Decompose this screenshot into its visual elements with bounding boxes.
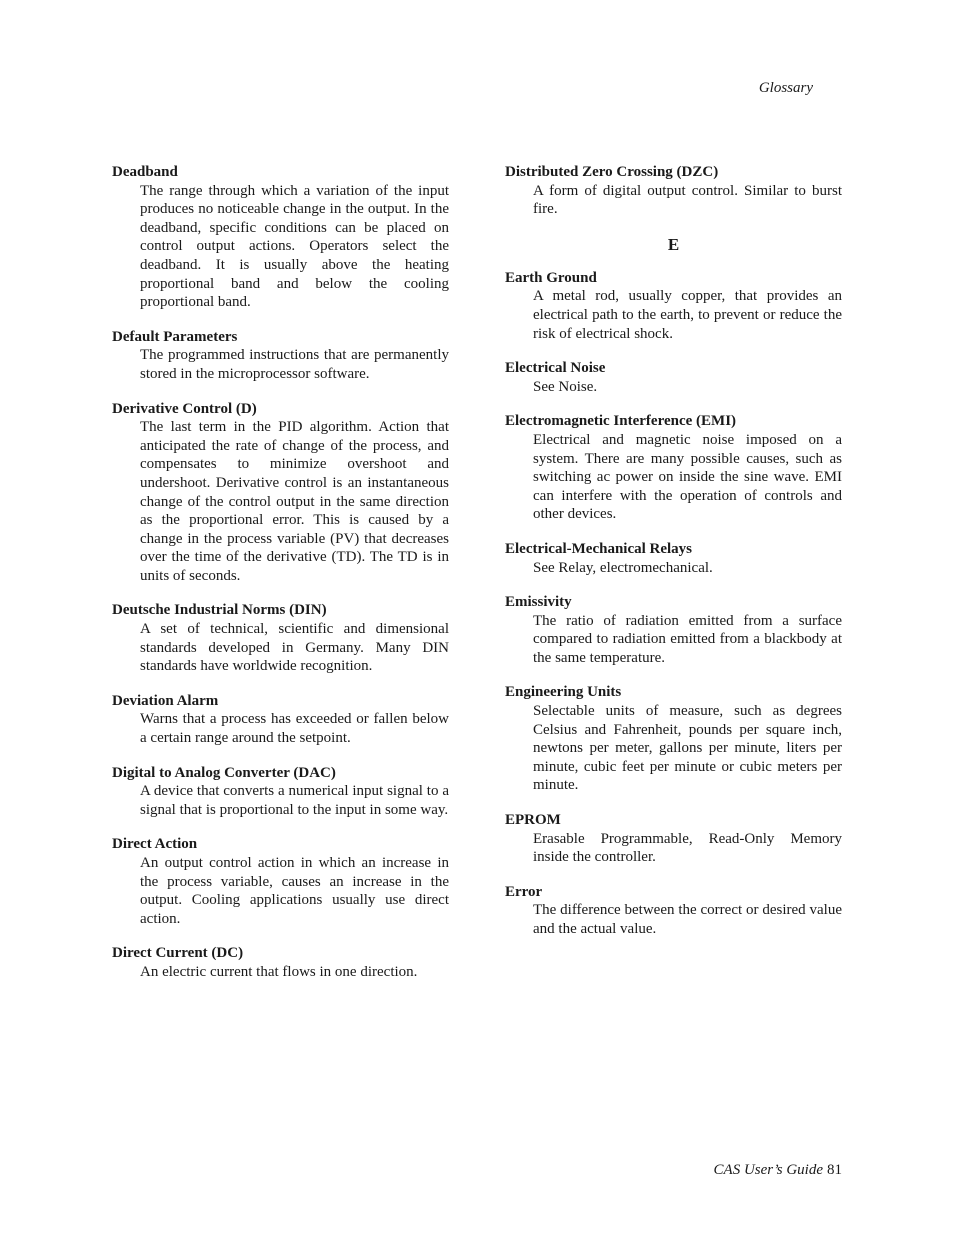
glossary-term: Default Parameters: [112, 328, 238, 345]
glossary-definition: Selectable units of measure, such as degrees Celsius and Fahrenheit, pounds per square inch, newtons per meter, gallons per minute, liters per minute, cubic feet per minute or cubic meters per minute.: [533, 703, 842, 794]
glossary-term: Error: [505, 883, 543, 900]
glossary-entry: [112, 163, 449, 312]
glossary-term: Emissivity: [505, 594, 572, 611]
glossary-definition: A set of technical, scientific and dimensional standards developed in Germany. Many DIN standards have worldwide recognition.: [140, 621, 449, 675]
section-letter-heading: E: [667, 234, 680, 254]
glossary-term: Distributed Zero Crossing (DZC): [505, 164, 719, 180]
glossary-definition: The range through which a variation of the input produces no noticeable change in the output. In the deadband, specific conditions can be placed on control output actions. Operators select the deadband. It is usually above the heating proportional band and below the cooling proportional band.: [140, 182, 449, 311]
glossary-entry: [112, 764, 449, 820]
glossary-definition: The programmed instructions that are permanently stored in the microprocessor software.: [140, 347, 449, 382]
glossary-entry: [505, 359, 842, 396]
glossary-entry: [505, 593, 842, 667]
glossary-entry: [505, 883, 842, 939]
glossary-term: EPROM: [505, 812, 561, 829]
glossary-term: Derivative Control (D): [112, 400, 257, 417]
glossary-term: Engineering Units: [505, 684, 622, 701]
glossary-definition: Warns that a process has exceeded or fallen below a certain range around the setpoint.: [140, 711, 449, 747]
glossary-entry: [505, 269, 842, 343]
glossary-term: Deviation Alarm: [112, 692, 219, 709]
glossary-term: Earth Ground: [505, 269, 597, 286]
glossary-entry: [505, 540, 842, 577]
glossary-definition: The difference between the correct or desired value and the actual value.: [533, 902, 842, 937]
glossary-definition: The ratio of radiation emitted from a surface compared to radiation emitted from a blackbody at the same temperature.: [533, 612, 842, 666]
glossary-term: Electromagnetic Interference (EMI): [505, 413, 737, 430]
glossary-definition: A metal rod, usually copper, that provides an electrical path to the earth, to prevent or reduce the risk of electrical shock.: [533, 288, 842, 342]
glossary-entry: [505, 412, 842, 524]
glossary-entry: [505, 811, 842, 867]
glossary-entry: [112, 400, 449, 586]
glossary-entry: [112, 692, 449, 748]
glossary-entry: [505, 683, 842, 795]
glossary-definition: A device that converts a numerical input signal to a signal that is proportional to the input in some way.: [140, 783, 449, 818]
glossary-term: Electrical-Mechanical Relays: [505, 540, 693, 557]
glossary-column-left: [112, 163, 449, 998]
glossary-entry: [112, 328, 449, 384]
glossary-definition: Erasable Programmable, Read-Only Memory inside the controller.: [533, 830, 842, 866]
glossary-definition: An output control action in which an increase in the process variable, causes an increase in the output. Cooling applications usually use direct action.: [140, 855, 449, 927]
glossary-term: Electrical Noise: [505, 360, 606, 377]
glossary-definition: The last term in the PID algorithm. Action that anticipated the rate of change of the process, and compensates to minimize overshoot and undershoot. Derivative control is an instantaneous change of the control output in the same direction as the proportional error. This is caused by a change in the process variable (PV) that decreases over the time of the derivative (TD). The TD is in units of seconds.: [140, 419, 449, 584]
glossary-term: Deadband: [112, 164, 178, 180]
glossary-term: Deutsche Industrial Norms (DIN): [112, 602, 327, 619]
glossary-definition: An electric current that flows in one direction.: [140, 963, 418, 980]
glossary-term: Direct Current (DC): [112, 945, 244, 962]
guide-title: CAS User’s Guide: [713, 1162, 823, 1178]
glossary-entry: [112, 601, 449, 675]
glossary-entry: [112, 944, 449, 981]
glossary-column-right: [505, 163, 842, 955]
running-footer: [714, 1162, 842, 1179]
glossary-definition: A form of digital output control. Similar to burst fire.: [533, 182, 842, 218]
glossary-entry: [112, 835, 449, 928]
running-header: Glossary: [758, 80, 813, 96]
glossary-entry: [505, 163, 842, 219]
glossary-term: Direct Action: [112, 836, 198, 853]
page-number: 81: [827, 1162, 842, 1178]
glossary-term: Digital to Analog Converter (DAC): [112, 764, 336, 781]
glossary-definition: See Relay, electromechanical.: [533, 559, 713, 576]
glossary-definition: See Noise.: [533, 378, 598, 395]
glossary-definition: Electrical and magnetic noise imposed on a system. There are many possible causes, such as switching ac power on inside the sine wave. EMI can interfere with the operation of controls and other devices.: [533, 431, 842, 523]
